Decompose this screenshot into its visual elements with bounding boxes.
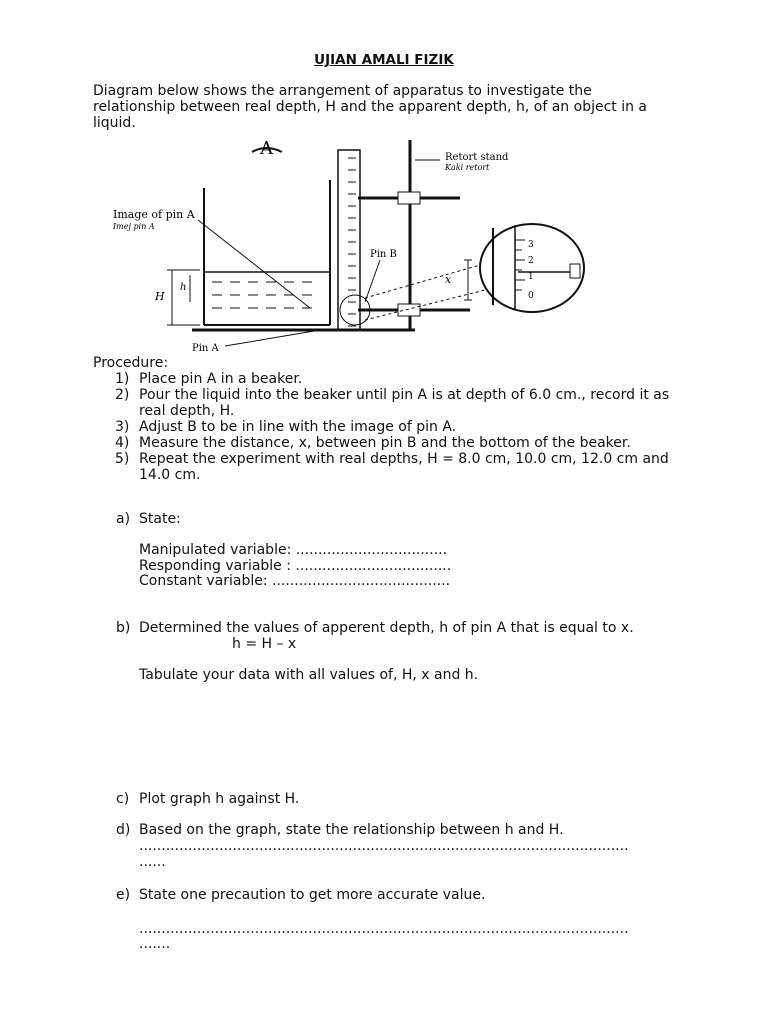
step-text: Pour the liquid into the beaker until pin A is at depth of 6.0 cm., record it as real depth, H. bbox=[139, 387, 670, 419]
step-number: 1) bbox=[115, 371, 130, 387]
procedure-steps bbox=[93, 371, 673, 483]
question-label: b) bbox=[116, 620, 131, 636]
procedure-step bbox=[93, 435, 673, 451]
step-number: 2) bbox=[115, 387, 130, 403]
step-text: Repeat the experiment with real depths, H = 8.0 cm, 10.0 cm, 12.0 cm and 14.0 cm. bbox=[139, 451, 669, 483]
procedure-step bbox=[93, 387, 673, 419]
question-label: a) bbox=[116, 511, 131, 527]
answer-line-d-cont[interactable]: ...... bbox=[139, 854, 166, 870]
image-of-pin-a-label: Image of pin A bbox=[113, 208, 195, 221]
question-label: e) bbox=[116, 887, 131, 903]
answer-line-e-cont[interactable]: ....... bbox=[139, 936, 171, 952]
step-text: Adjust B to be in line with the image of pin A. bbox=[139, 419, 457, 435]
responding-variable-line: Responding variable : ................................... bbox=[139, 558, 452, 574]
formula: h = H – x bbox=[232, 636, 297, 652]
question-text: Based on the graph, state the relationship between h and H. bbox=[139, 822, 564, 838]
pin-b-label: Pin B bbox=[370, 249, 397, 260]
procedure-heading: Procedure: bbox=[93, 355, 169, 371]
page-title: UJIAN AMALI FIZIK bbox=[314, 52, 454, 68]
tabulate-instruction: Tabulate your data with all values of, H, x and h. bbox=[139, 667, 479, 683]
procedure-step bbox=[93, 371, 673, 387]
question-text: State: bbox=[139, 511, 181, 527]
answer-line-d[interactable]: .............................................................................................................. bbox=[139, 838, 629, 854]
scale-3: 3 bbox=[528, 240, 534, 250]
answer-line-e[interactable]: .............................................................................................................. bbox=[139, 921, 629, 937]
kaki-retort-label: Kaki retort bbox=[445, 163, 490, 172]
question-text: Plot graph h against H. bbox=[139, 791, 300, 807]
step-number: 3) bbox=[115, 419, 130, 435]
procedure-step bbox=[93, 419, 673, 435]
manipulated-variable-line: Manipulated variable: .................................. bbox=[139, 542, 448, 558]
diagram-label-a: A bbox=[260, 138, 273, 159]
imej-pin-a-label: Imej pin A bbox=[113, 222, 155, 231]
scale-2: 2 bbox=[528, 256, 534, 266]
h-label: h bbox=[180, 282, 187, 293]
intro-paragraph: Diagram below shows the arrangement of apparatus to investigate the relationship between real depth, H and the apparent depth, h, of an object in a liquid. bbox=[93, 83, 648, 131]
question-text: State one precaution to get more accurate value. bbox=[139, 887, 486, 903]
constant-variable-line: Constant variable: ........................................ bbox=[139, 573, 451, 589]
x-label: x bbox=[445, 273, 452, 286]
step-number: 5) bbox=[115, 451, 130, 467]
pin-a-label: Pin A bbox=[192, 343, 219, 354]
step-text: Measure the distance, x, between pin B and the bottom of the beaker. bbox=[139, 435, 631, 451]
retort-stand-label: Retort stand bbox=[445, 152, 509, 163]
question-label: d) bbox=[116, 822, 131, 838]
question-text: Determined the values of apperent depth, h of pin A that is equal to x. bbox=[139, 620, 634, 636]
scale-1: 1 bbox=[528, 272, 534, 282]
scale-0: 0 bbox=[528, 291, 534, 301]
step-number: 4) bbox=[115, 435, 130, 451]
procedure-step bbox=[93, 451, 673, 483]
question-label: c) bbox=[116, 791, 130, 807]
apparatus-diagram bbox=[100, 130, 600, 355]
H-label: H bbox=[155, 290, 165, 303]
step-text: Place pin A in a beaker. bbox=[139, 371, 303, 387]
